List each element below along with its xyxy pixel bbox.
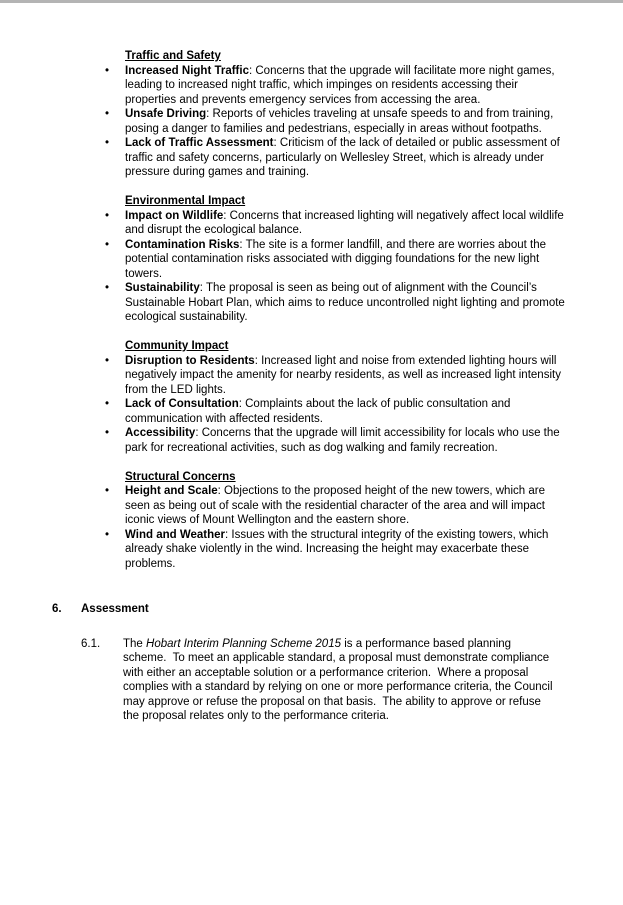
list-item xyxy=(105,426,568,455)
section-structural-concerns xyxy=(105,470,568,572)
assessment-clause xyxy=(81,637,623,724)
assessment-number: 6. xyxy=(52,603,62,615)
section-heading: Community Impact xyxy=(125,340,229,352)
assessment-section xyxy=(52,602,623,724)
bullet-text: : The proposal is seen as being out of alignment with the Council’s Sustainable Hobart Plan, which aims to reduce uncontrolled night lighting and promote ecological sustainability. xyxy=(125,282,565,323)
clause-lead: The xyxy=(123,637,147,650)
bullet-text: : Concerns that increased lighting will negatively affect local wildlife and disrupt the ecological balance. xyxy=(125,209,564,236)
bullet-term: Increased Night Traffic xyxy=(125,64,249,77)
bullet-term: Wind and Weather xyxy=(125,528,225,541)
bullet-icon: • xyxy=(105,108,110,120)
section-community-impact xyxy=(105,339,568,455)
bullet-icon: • xyxy=(105,137,110,149)
bullet-text: : The site is a former landfill, and there are worries about the potential contamination risks associated with digging foundations for the new light towers. xyxy=(125,238,546,280)
list-item xyxy=(105,136,568,180)
bullet-term: Contamination Risks xyxy=(125,238,240,251)
section-traffic-and-safety xyxy=(105,49,568,180)
list-item xyxy=(105,397,568,426)
clause-body: is a performance based planning scheme. To meet an applicable standard, a proposal must demonstrate compliance with either an acceptable solution or a performance criterion. Where a proposal complies with a standard by relying on one or more performance criteria, the Council may approve or refuse the proposal on that basis. The ability to approve or refuse the proposal relates only to the performance criteria. xyxy=(123,637,556,722)
bullet-text: : Criticism of the lack of detailed or public assessment of traffic and safety concerns, particularly on Wellesley Street, which is already under pressure during games and training. xyxy=(125,137,560,178)
list-item xyxy=(105,281,568,325)
bullet-icon: • xyxy=(105,282,110,294)
section-heading: Environmental Impact xyxy=(125,195,246,207)
bullet-term: Lack of Consultation xyxy=(125,398,239,410)
bullet-term: Height and Scale xyxy=(125,485,218,497)
bullet-list xyxy=(105,64,568,180)
list-item xyxy=(105,64,568,108)
bullet-text: : Objections to the proposed height of the new towers, which are seen as being out of scale with the residential character of the area and will impact iconic views of Mount Wellington and the eastern shore. xyxy=(125,485,545,526)
section-heading: Traffic and Safety xyxy=(125,50,221,62)
bullet-term: Disruption to Residents xyxy=(125,354,255,367)
bullet-icon: • xyxy=(105,485,110,497)
bullet-list xyxy=(105,484,568,571)
bullet-term: Accessibility xyxy=(125,427,196,439)
bullet-text: : Complaints about the lack of public consultation and communication with affected residents. xyxy=(125,398,511,425)
bullet-term: Lack of Traffic Assessment xyxy=(125,137,274,149)
section-heading: Structural Concerns xyxy=(125,470,236,483)
list-item xyxy=(105,209,568,238)
assessment-heading xyxy=(52,602,623,617)
list-item xyxy=(105,238,568,282)
bullet-icon: • xyxy=(105,209,110,222)
list-item xyxy=(105,484,568,528)
bullet-icon: • xyxy=(105,238,110,251)
bullet-icon: • xyxy=(105,398,110,410)
bullet-term: Sustainability xyxy=(125,282,200,294)
bullet-text: : Concerns that the upgrade will facilitate more night games, leading to increased night traffic, which impinges on residents accessing their properties and prevents emergency services from accessing the area. xyxy=(125,64,555,106)
bullet-term: Unsafe Driving xyxy=(125,108,207,120)
bullet-term: Impact on Wildlife xyxy=(125,209,224,222)
clause-text xyxy=(123,637,556,724)
section-environmental-impact xyxy=(105,194,568,325)
list-item xyxy=(105,107,568,136)
bullet-list xyxy=(105,209,568,325)
bullet-icon: • xyxy=(105,427,110,439)
clause-number: 6.1. xyxy=(81,637,101,650)
bullet-text: : Issues with the structural integrity of the existing towers, which already shake violently in the wind. Increasing the height may exacerbate these problems. xyxy=(125,528,549,570)
bullet-icon: • xyxy=(105,528,110,541)
list-item xyxy=(105,354,568,398)
top-rule xyxy=(0,0,623,3)
bullet-icon: • xyxy=(105,354,110,367)
assessment-title: Assessment xyxy=(81,603,149,615)
bullet-icon: • xyxy=(105,64,110,77)
list-item xyxy=(105,528,568,572)
bullet-text: : Reports of vehicles traveling at unsafe speeds to and from training, posing a danger to families and pedestrians, especially in areas without footpaths. xyxy=(125,108,554,135)
clause-italic-title: Hobart Interim Planning Scheme 2015 xyxy=(146,637,341,650)
bullet-list xyxy=(105,354,568,456)
bullet-text: : Increased light and noise from extended lighting hours will negatively impact the amenity for nearby residents, as well as increased light intensity from the LED lights. xyxy=(125,354,561,396)
bullet-text: : Concerns that the upgrade will limit accessibility for locals who use the park for recreational activities, such as dog walking and family recreation. xyxy=(125,427,560,454)
